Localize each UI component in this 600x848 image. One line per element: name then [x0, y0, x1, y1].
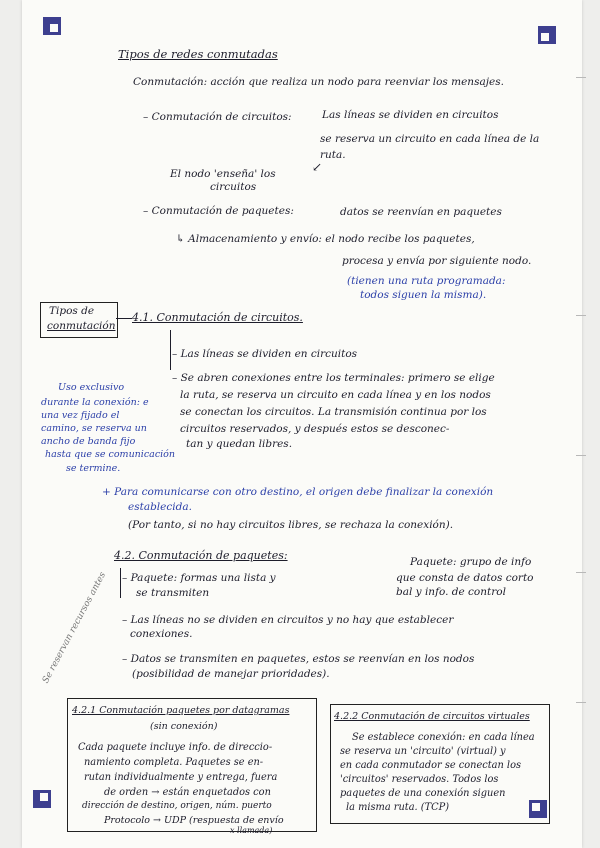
virtual-circuit-line-5: paquetes de una conexión siguen: [340, 788, 506, 799]
virtual-circuit-line-2: se reserva un 'circuito' (virtual) y: [340, 746, 506, 757]
datagram-line-7: x llamada): [230, 826, 273, 835]
section-4-1-title: 4.1. Conmutación de circuitos.: [132, 311, 303, 324]
circuit-note-1: Las líneas se dividen en circuitos: [322, 109, 499, 121]
s42-line-e: – Datos se transmiten en paquetes, estos se reenvían en los nodos: [122, 653, 475, 665]
datagram-line-3: rutan individualmente y entrega, fuera: [84, 772, 278, 783]
types-box-line-2: conmutación: [47, 320, 116, 332]
datagram-line-2: namiento completa. Paquetes se en-: [84, 757, 264, 768]
store-forward-3: (tienen una ruta programada:: [347, 275, 506, 287]
s42-line-a: – Paquete: formas una lista y: [122, 572, 276, 584]
connector-line: [116, 318, 132, 319]
left-note-5: ancho de banda fijo: [41, 436, 136, 447]
circuit-note-3: ruta.: [320, 149, 346, 161]
page-edge-mark: [576, 455, 586, 456]
circuit-note-2: se reserva un circuito en cada línea de la: [320, 133, 540, 145]
s41-line-e: circuitos reservados, y después estos se desconec-: [180, 423, 450, 435]
corner-marker-top-left: [43, 17, 61, 35]
datagram-line-4: de orden → están enquetados con: [104, 787, 271, 798]
virtual-circuit-line-6: la misma ruta. (TCP): [346, 802, 450, 813]
corner-marker-bottom-left: [33, 790, 51, 808]
store-forward-2: procesa y envía por siguiente nodo.: [342, 255, 532, 267]
s42-line-c: – Las líneas no se dividen en circuitos y no hay que establecer: [122, 614, 454, 626]
page-edge-mark: [576, 315, 586, 316]
types-box: [40, 302, 118, 338]
margin-rotated-note: Se reservan recursos antes: [40, 570, 109, 686]
bracket: [170, 330, 171, 370]
left-note-1: Uso exclusivo: [58, 382, 125, 393]
left-note-7: se termine.: [66, 463, 121, 474]
plus-note-1: + Para comunicarse con otro destino, el origen debe finalizar la conexión: [102, 486, 494, 498]
s42-line-b: se transmiten: [136, 587, 210, 599]
packet-label: – Conmutación de paquetes:: [143, 205, 294, 217]
virtual-circuit-title: 4.2.2 Conmutación de circuitos virtuales: [334, 711, 530, 722]
page-edge-mark: [576, 77, 586, 78]
datagram-line-1: Cada paquete incluye info. de direccio-: [78, 742, 273, 753]
datagram-title: 4.2.1 Conmutación paquetes por datagramas: [72, 705, 290, 716]
s41-line-b: – Se abren conexiones entre los terminales: primero se elige: [172, 372, 495, 384]
s41-line-f: tan y quedan libres.: [186, 438, 293, 450]
node-note-2: circuitos: [210, 181, 257, 193]
virtual-circuit-line-1: Se establece conexión: en cada línea: [352, 732, 535, 743]
corner-marker-top-right: [538, 26, 556, 44]
arrow-icon: ↙: [312, 160, 323, 174]
store-forward-1: ↳ Almacenamiento y envío: el nodo recibe los paquetes,: [176, 233, 475, 245]
section-4-2-title: 4.2. Conmutación de paquetes:: [114, 549, 288, 562]
packet-note: datos se reenvían en paquetes: [340, 206, 502, 218]
page-edge-mark: [576, 572, 586, 573]
datagram-subtitle: (sin conexión): [150, 721, 218, 732]
circuit-label: – Conmutación de circuitos:: [143, 111, 292, 123]
left-note-3: una vez fijado el: [41, 410, 120, 421]
s41-line-c: la ruta, se reserva un circuito en cada línea y en los nodos: [180, 389, 491, 401]
s42-line-d: conexiones.: [130, 628, 193, 640]
virtual-circuit-line-3: en cada conmutador se conectan los: [340, 760, 521, 771]
plus-note-2: establecida.: [128, 501, 192, 513]
datagram-line-6: Protocolo → UDP (respuesta de envío: [104, 815, 284, 826]
plus-note-3: (Por tanto, si no hay circuitos libres, se rechaza la conexión).: [128, 519, 454, 531]
types-box-line-1: Tipos de: [49, 305, 95, 317]
definition-text: Conmutación: acción que realiza un nodo para reenviar los mensajes.: [133, 76, 504, 88]
datagram-line-5: dirección de destino, origen, núm. puerto: [82, 801, 272, 811]
page-title: Tipos de redes conmutadas: [118, 47, 278, 61]
page-edge-mark: [576, 702, 586, 703]
packet-def-2: que consta de datos corto: [396, 572, 534, 584]
packet-def-1: Paquete: grupo de info: [410, 556, 532, 568]
s42-line-f: (posibilidad de manejar prioridades).: [132, 668, 330, 680]
left-note-6: hasta que se comunicación: [45, 449, 176, 460]
node-note-1: El nodo 'enseña' los: [170, 168, 276, 180]
s41-line-a: – Las líneas se dividen en circuitos: [172, 348, 358, 360]
s41-line-d: se conectan los circuitos. La transmisión continua por los: [180, 406, 487, 418]
left-note-4: camino, se reserva un: [41, 423, 147, 434]
store-forward-4: todos siguen la misma).: [360, 289, 487, 301]
left-note-2: durante la conexión: e: [41, 397, 149, 408]
packet-def-3: bal y info. de control: [396, 586, 506, 598]
bracket: [120, 568, 121, 598]
virtual-circuit-line-4: 'circuitos' reservados. Todos los: [340, 774, 499, 785]
